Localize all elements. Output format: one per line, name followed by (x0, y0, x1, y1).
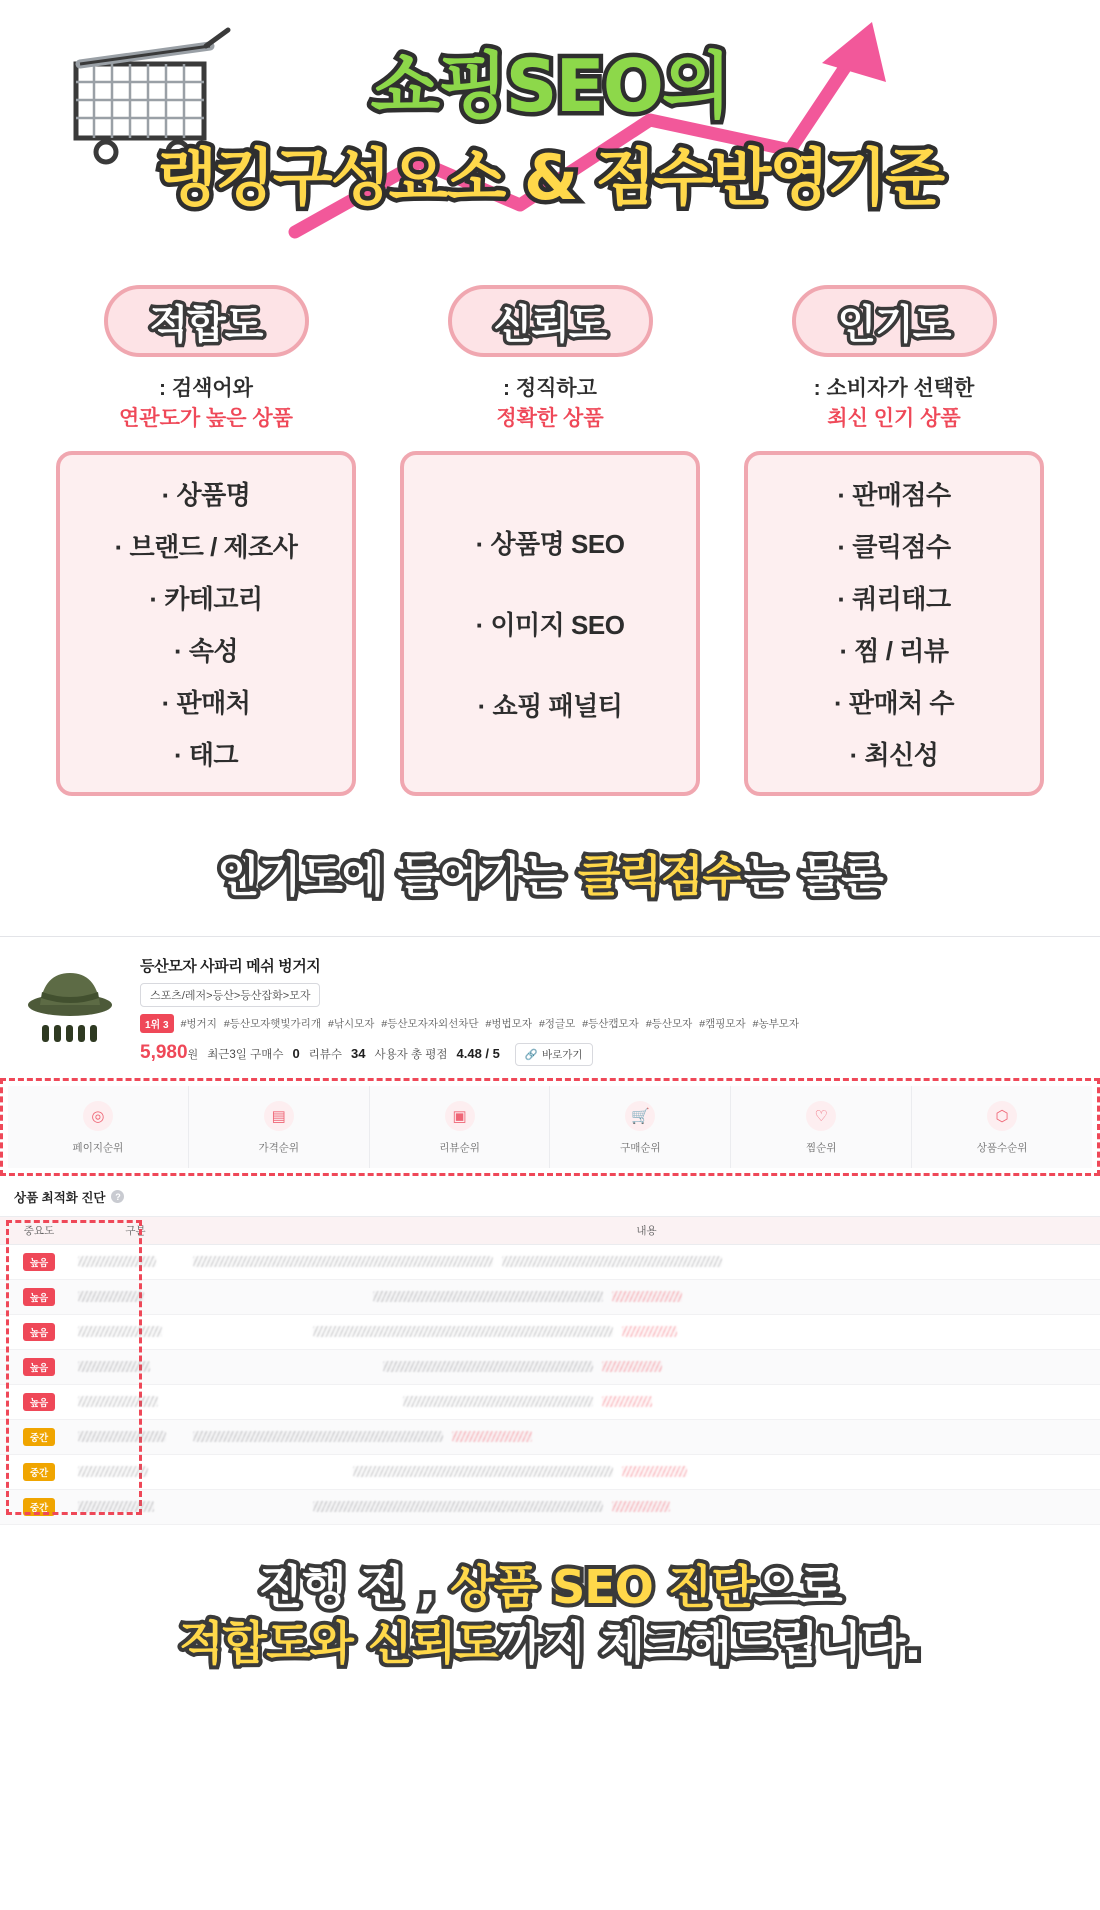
list-item: · 상품명 (161, 479, 251, 510)
product-stats (140, 1042, 1082, 1066)
metric-purchase-rank[interactable] (550, 1086, 731, 1168)
redacted-text (612, 1501, 670, 1512)
tag-item[interactable]: #등산캡모자 (582, 1017, 639, 1030)
status-badge: 높음 (23, 1288, 55, 1306)
product-summary (0, 937, 1100, 1078)
hero-title-line2: 랭킹구성요소 & 점수반영기준 (157, 141, 943, 214)
pill-popularity-label: 인기도 (837, 301, 951, 348)
redacted-text (313, 1326, 613, 1337)
pill-relevance (104, 285, 309, 357)
metric-page-rank[interactable] (8, 1086, 189, 1168)
redacted-text (353, 1466, 613, 1477)
relevance-sub-line1: : 검색어와 (159, 377, 253, 400)
redacted-text (612, 1291, 682, 1302)
ranking-factor-columns (0, 285, 1100, 796)
table-header-row (0, 1216, 1100, 1244)
list-item: · 최신성 (849, 739, 939, 770)
popularity-subtitle (744, 374, 1044, 434)
list-item: · 찜 / 리뷰 (839, 635, 949, 666)
metrics-highlight-box (0, 1078, 1100, 1176)
rating-label: 사용자 총 평점 (374, 1048, 448, 1061)
footer-line1-b: 으로 (754, 1559, 842, 1614)
review-count-value: 34 (351, 1045, 366, 1061)
table-row (0, 1489, 1100, 1524)
table-row (0, 1314, 1100, 1349)
table-row (0, 1384, 1100, 1419)
redacted-text (602, 1361, 662, 1372)
optimization-diagnosis-panel (0, 1176, 1100, 1525)
status-badge: 높음 (23, 1358, 55, 1376)
footer-line1-highlight: 상품 SEO 진단 (450, 1559, 755, 1614)
redacted-text (602, 1396, 652, 1407)
redacted-text (193, 1431, 443, 1442)
pill-relevance-label: 적합도 (149, 301, 263, 348)
popularity-sub-line2: 최신 인기 상품 (827, 406, 961, 430)
product-title: 등산모자 사파리 메쉬 벙거지 (140, 957, 321, 975)
col-division: 구분 (78, 1216, 193, 1244)
mid-banner-text (0, 840, 1100, 904)
footer-line1 (0, 1559, 1100, 1615)
column-trust (400, 285, 700, 796)
redacted-text (193, 1256, 493, 1267)
redacted-text (78, 1466, 148, 1477)
table-row (0, 1419, 1100, 1454)
clipboard-icon: ▣ (445, 1101, 475, 1131)
redacted-text (373, 1291, 603, 1302)
list-item: · 이미지 SEO (475, 609, 625, 640)
banner-highlight: 클릭점수 (577, 850, 744, 902)
status-badge: 중간 (23, 1498, 55, 1516)
metric-label: 찜순위 (806, 1141, 837, 1154)
footer-line2-a: 적합도와 신뢰도 (179, 1615, 499, 1670)
status-badge: 중간 (23, 1463, 55, 1481)
diagnosis-header (0, 1188, 1100, 1216)
goto-button-label: 바로가기 (541, 1048, 583, 1061)
redacted-text (622, 1466, 687, 1477)
table-row (0, 1454, 1100, 1489)
trust-subtitle (400, 374, 700, 434)
status-badge: 높음 (23, 1323, 55, 1341)
redacted-text (622, 1326, 677, 1337)
tag-item[interactable]: #등산모자 (645, 1017, 693, 1030)
list-item: · 카테고리 (149, 583, 263, 614)
hero-title-line1: 쇼핑SEO의 (370, 44, 730, 128)
redacted-text (78, 1431, 166, 1442)
status-badge: 중간 (23, 1428, 55, 1446)
column-popularity (744, 285, 1044, 796)
box-icon: ⬡ (987, 1101, 1017, 1131)
rank-badge: 1위 3 (140, 1014, 174, 1033)
recent-purchase-label: 최근3일 구매수 (207, 1048, 284, 1061)
relevance-subtitle (56, 374, 356, 434)
tag-item[interactable]: #등산모자햇빛가리개 (223, 1017, 321, 1030)
list-item: · 쿼리태그 (837, 583, 951, 614)
list-item: · 판매처 수 (833, 687, 955, 718)
redacted-text (383, 1361, 593, 1372)
goto-button[interactable] (515, 1043, 593, 1066)
tag-item[interactable]: #벙법모자 (485, 1017, 532, 1030)
metric-wish-rank[interactable] (731, 1086, 912, 1168)
redacted-text (502, 1256, 722, 1267)
status-badge: 높음 (23, 1393, 55, 1411)
tag-item[interactable]: #정글모 (538, 1017, 576, 1030)
redacted-text (78, 1256, 156, 1267)
trust-sub-line2: 정확한 상품 (496, 406, 604, 430)
tag-item[interactable]: #캠핑모자 (699, 1017, 746, 1030)
product-thumbnail (18, 951, 122, 1055)
footer-message (0, 1559, 1100, 1671)
redacted-text (78, 1501, 154, 1512)
metric-label: 페이지순위 (72, 1141, 124, 1154)
table-row (0, 1244, 1100, 1279)
product-category: 스포츠/레저>등산>등산잡화>모자 (140, 983, 320, 1007)
metric-label: 가격순위 (258, 1141, 300, 1154)
external-link-icon: 🔗 (524, 1048, 538, 1061)
relevance-sub-line2: 연관도가 높은 상품 (119, 406, 293, 430)
list-item: · 속성 (173, 635, 239, 666)
tag-item[interactable]: #벙거지 (180, 1017, 217, 1030)
heart-icon: ♡ (806, 1101, 836, 1131)
footer-line1-a: 진행 전 , (258, 1559, 451, 1614)
tag-item[interactable]: #낚시모자 (327, 1017, 375, 1030)
list-item: · 판매처 (161, 687, 251, 718)
product-price: 5,980원 (140, 1041, 199, 1063)
review-count-label: 리뷰수 (308, 1048, 342, 1061)
col-importance: 중요도 (0, 1216, 78, 1244)
table-row (0, 1279, 1100, 1314)
rating-value: 4.48 / 5 (456, 1045, 500, 1061)
hero-section (0, 0, 1100, 275)
redacted-text (452, 1431, 532, 1442)
metric-label: 구매순위 (620, 1141, 661, 1154)
metric-product-count-rank[interactable] (912, 1086, 1092, 1168)
col-content: 내용 (193, 1216, 1100, 1244)
trust-item-card (400, 451, 700, 796)
relevance-item-card (56, 451, 356, 796)
pill-trust (448, 285, 653, 357)
list-item: · 태그 (173, 739, 239, 770)
cart-icon: 🛒 (625, 1101, 655, 1131)
pill-trust-label: 신뢰도 (493, 301, 607, 348)
list-item: · 브랜드 / 제조사 (114, 531, 298, 562)
diagnosis-title: 상품 최적화 진단 (14, 1190, 106, 1205)
tag-item[interactable]: #등산모자자외선차단 (381, 1017, 479, 1030)
metric-label: 리뷰순위 (439, 1141, 480, 1154)
banner-part1: 인기도에 들어가는 (217, 850, 578, 902)
list-item: · 클릭점수 (837, 531, 951, 562)
metric-review-rank[interactable] (370, 1086, 551, 1168)
product-details (140, 951, 1082, 1066)
product-tag-list (140, 1014, 1082, 1033)
redacted-text (313, 1501, 603, 1512)
redacted-text (78, 1291, 144, 1302)
card-icon: ▤ (264, 1101, 294, 1131)
footer-line2-hl: 까지 체크 (498, 1615, 688, 1670)
tag-item[interactable]: #농부모자 (752, 1017, 800, 1030)
popularity-item-card (744, 451, 1044, 796)
metric-label: 상품수순위 (976, 1141, 1028, 1154)
redacted-text (78, 1326, 162, 1337)
banner-part2: 는 물론 (743, 850, 883, 902)
tool-screenshot (0, 936, 1100, 1525)
eye-icon: ◎ (83, 1101, 113, 1131)
status-badge: 높음 (23, 1253, 55, 1271)
diagnosis-table (0, 1216, 1100, 1525)
hat-image (18, 951, 122, 1055)
column-relevance (56, 285, 356, 796)
pill-popularity (792, 285, 997, 357)
list-item: · 상품명 SEO (475, 528, 625, 559)
metric-row (8, 1086, 1092, 1168)
table-row (0, 1349, 1100, 1384)
redacted-text (403, 1396, 593, 1407)
footer-line2 (0, 1615, 1100, 1671)
recent-purchase-value: 0 (292, 1045, 300, 1061)
popularity-sub-line1: : 소비자가 선택한 (813, 377, 975, 400)
redacted-text (78, 1396, 158, 1407)
trust-sub-line1: : 정직하고 (503, 377, 597, 400)
list-item: · 판매점수 (837, 479, 951, 510)
metric-price-rank[interactable] (189, 1086, 370, 1168)
footer-line2-b: 해드립니다. (687, 1615, 921, 1670)
redacted-text (78, 1361, 150, 1372)
list-item: · 쇼핑 패널티 (477, 690, 623, 721)
question-icon[interactable]: ? (111, 1190, 124, 1203)
